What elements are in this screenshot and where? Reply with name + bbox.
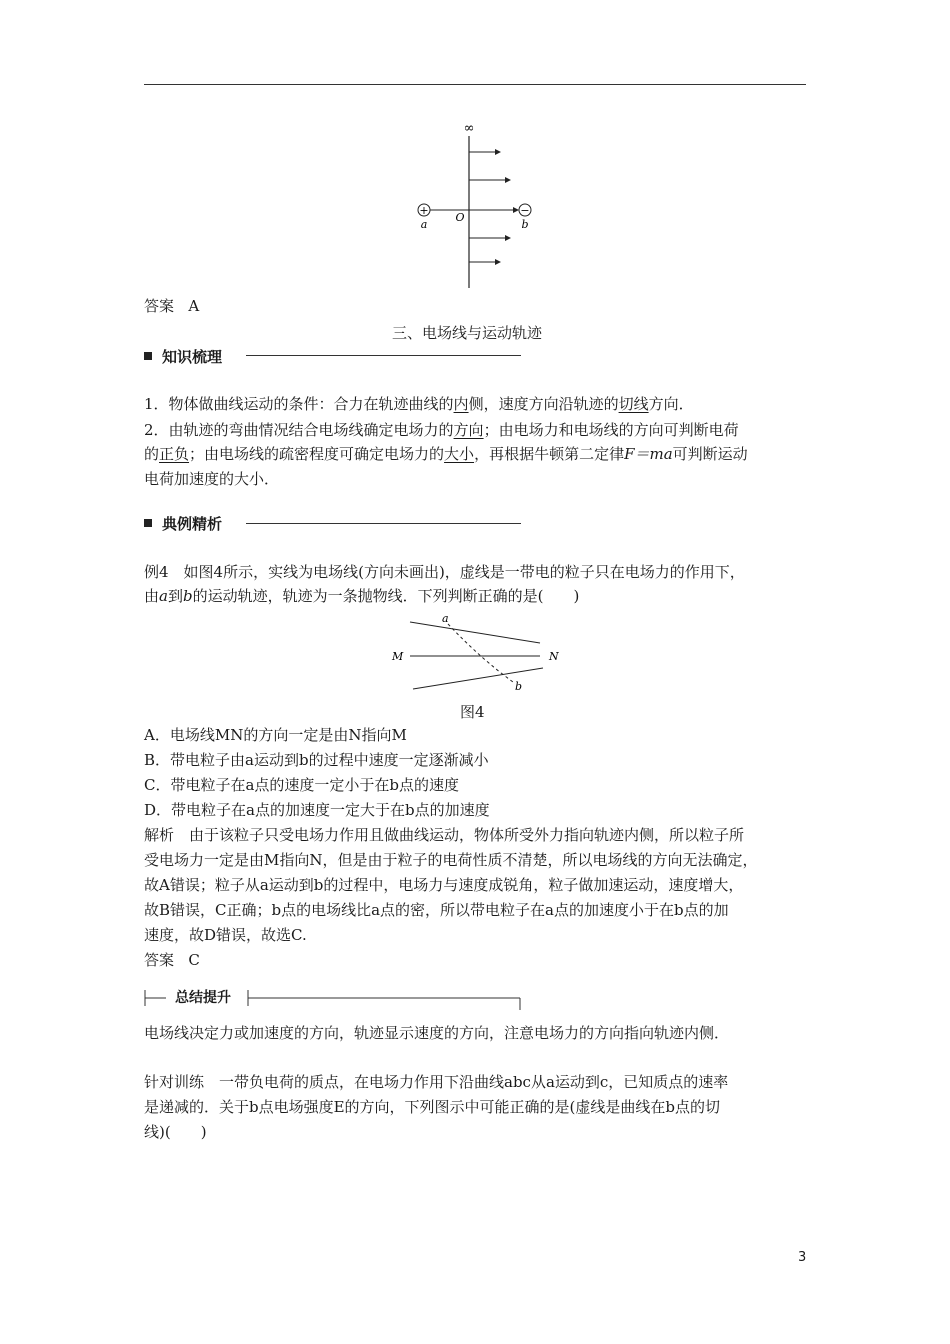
solution-line-3: 故A错误；粒子从a运动到b的过程中，电场力与速度成锐角，粒子做加速运动，速度增大，	[144, 876, 744, 894]
training-line-1: 针对训练 一带负电荷的质点，在电场力作用下沿曲线abc从a运动到c，已知质点的速率	[144, 1073, 729, 1091]
fig1-o: O	[455, 211, 465, 224]
fig1-minus: −	[520, 204, 530, 217]
knowledge-para-3: 的正负；由电场线的疏密程度可确定电场力的大小，再根据牛顿第二定律F＝ma可判断运动	[144, 445, 748, 463]
example4-line-2: 由a到b的运动轨迹，轨迹为一条抛物线．下列判断正确的是( )	[144, 587, 580, 605]
option-a: A．电场线MN的方向一定是由N指向M	[144, 726, 407, 744]
square-bullet-icon	[144, 519, 152, 527]
fig1-a: a	[420, 218, 428, 231]
summary-heading: 总结提升	[175, 990, 231, 1006]
section-title: 三、电场线与运动轨迹	[392, 324, 543, 342]
header-rule	[144, 84, 806, 85]
option-c: C．带电粒子在a点的速度一定小于在b点的速度	[144, 776, 460, 794]
training-line-2: 是递减的．关于b点电场强度E的方向，下列图示中可能正确的是(虚线是曲线在b点的切	[144, 1098, 721, 1116]
fig4-n: N	[549, 650, 559, 663]
examples-heading: 典例精析	[144, 513, 222, 534]
knowledge-para-1: 1．物体做曲线运动的条件：合力在轨迹曲线的内侧，速度方向沿轨迹的切线方向．	[144, 395, 694, 413]
figure-4	[385, 610, 575, 700]
knowledge-rule	[246, 355, 521, 356]
knowledge-para-2: 2．由轨迹的弯曲情况结合电场线确定电场力的方向；由电场力和电场线的方向可判断电荷	[144, 421, 739, 439]
figure-dipole-field	[410, 120, 550, 290]
option-d: D．带电粒子在a点的加速度一定大于在b点的加速度	[144, 801, 490, 819]
option-b: B．带电粒子由a运动到b的过程中速度一定逐渐减小	[144, 751, 489, 769]
square-bullet-icon	[144, 352, 152, 360]
answer-1: 答案 A	[144, 297, 200, 315]
solution-line-1: 解析 由于该粒子只受电场力作用且做曲线运动，物体所受外力指向轨迹内侧，所以粒子所	[144, 826, 745, 844]
solution-line-4: 故B错误，C正确；b点的电场线比a点的密，所以带电粒子在a点的加速度小于在b点的加	[144, 901, 729, 919]
fig4-m: M	[392, 650, 404, 663]
training-line-3: 线)( )	[144, 1123, 207, 1141]
summary-text: 电场线决定力或加速度的方向，轨迹显示速度的方向，注意电场力的方向指向轨迹内侧．	[144, 1024, 730, 1042]
fig4-a: a	[442, 612, 449, 625]
solution-line-5: 速度，故D错误，故选C.	[144, 926, 307, 944]
solution-line-2: 受电场力一定是由M指向N，但是由于粒子的电荷性质不清楚，所以电场线的方向无法确定，	[144, 851, 758, 869]
fig4-b: b	[515, 680, 523, 693]
fig1-b: b	[521, 218, 529, 231]
example4-line-1: 例4 如图4所示，实线为电场线(方向未画出)，虚线是一带电的粒子只在电场力的作用下，	[144, 563, 745, 581]
fig1-infinity: ∞	[463, 121, 475, 136]
figure-4-caption: 图4	[460, 703, 485, 721]
page-number: 3	[798, 1250, 807, 1265]
fig1-plus: +	[419, 204, 429, 217]
knowledge-heading: 知识梳理	[144, 346, 222, 367]
knowledge-para-4: 电荷加速度的大小．	[144, 470, 280, 488]
answer-2: 答案 C	[144, 951, 200, 969]
examples-rule	[246, 523, 521, 524]
